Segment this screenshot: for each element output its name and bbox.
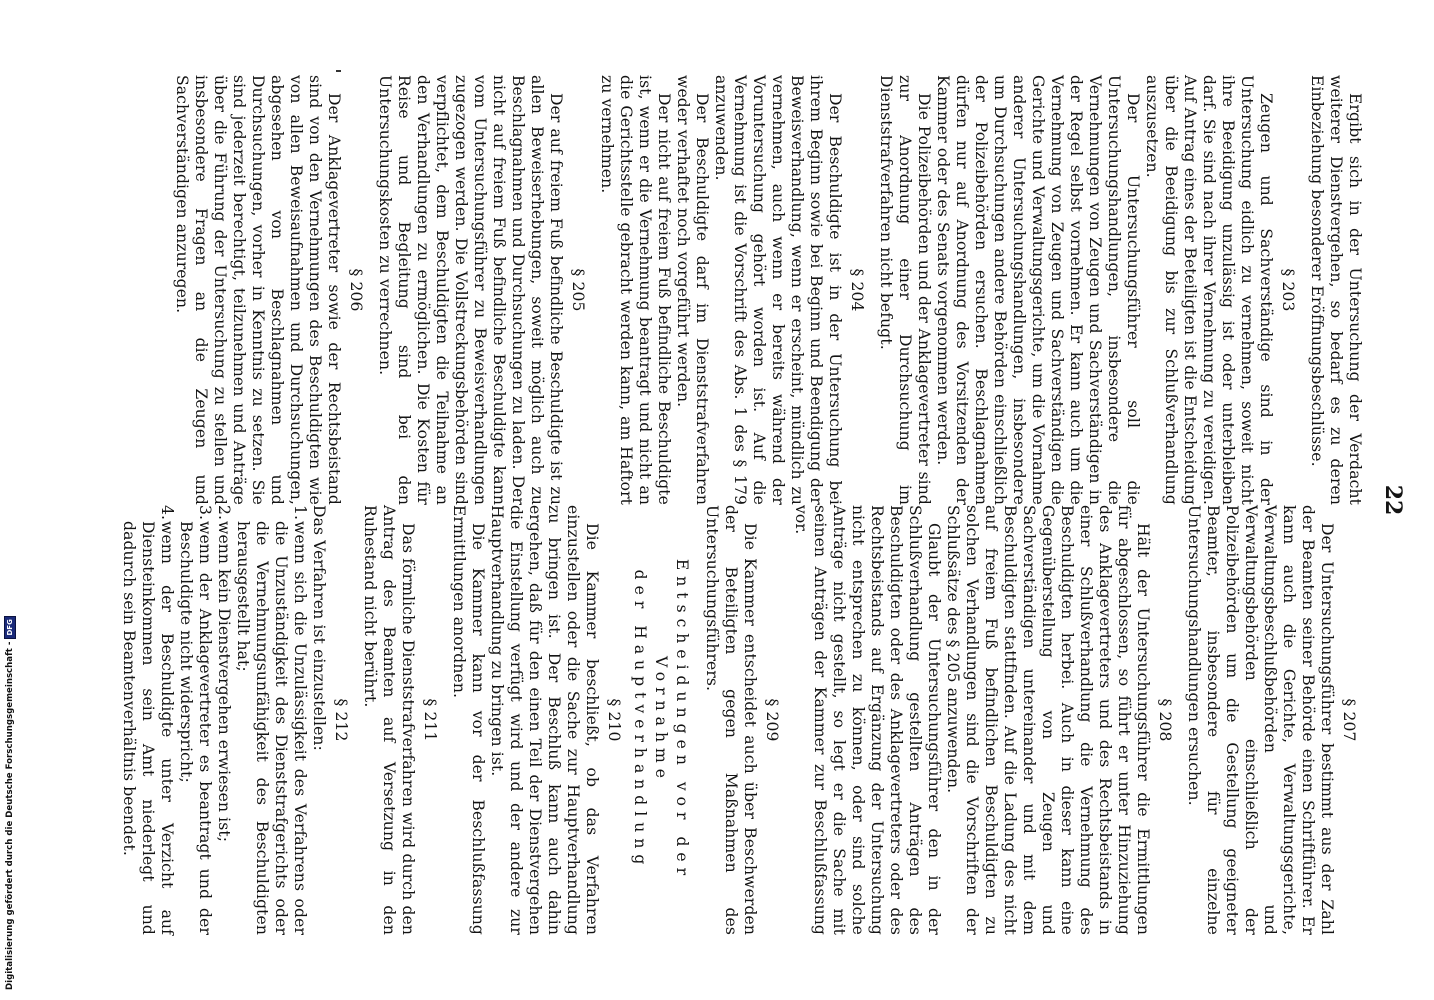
list-item-number: 3.: [196, 505, 214, 521]
section-205-heading: § 205: [569, 268, 587, 312]
section-202-text: Ergibt sich in der Untersuchung der Verdacht weiterer Dienstvergehen, so bedarf es zu deren Einbeziehung besonderer Eröffnungsbeschlüsse.: [1308, 75, 1364, 505]
section-209: [702, 505, 781, 935]
section-204: [597, 75, 866, 505]
list-item-number: 2.: [215, 505, 233, 521]
list-item: [214, 505, 233, 935]
section-203-paragraph-2: Der Untersuchungsführer soll die Untersuchungshandlungen, insbesondere die Vernehmungen von Zeugen und Sachverständigen in der Regel selbst vornehmen. Er kann auch um die Vernehmung von Zeugen und Sachverständigen die Gerichte und Verwaltungsgerichte, um die Vornahme anderer Untersuchungshandlungen, insbesondere um Durchsuchungen andere Behörden einschließlich der Polizeibehörden ersuchen. Beschlagnahmen dürfen nur auf Anordnung des Vorsitzenden der Kammer oder des Senats vorgenommen werden.: [934, 75, 1142, 505]
chapter-heading: [629, 505, 692, 935]
section-203: [876, 75, 1297, 505]
list-item: [176, 505, 214, 935]
section-208-heading: § 208: [1156, 698, 1174, 742]
left-column: [162, 75, 1364, 505]
list-item-number: 1.: [291, 505, 309, 521]
section-208-paragraph-1: Hält der Untersuchungsführer die Ermittlungen für abgeschlossen, so führt er unter Hinzuziehung des Anklagevertreters und des Rechtsbeistands in einer Schlußverhandlung die Vernehmung des Beschuldigten herbei. Auch in dieser kann eine Gegenüberstellung von Zeugen und Sachverständigen untereinander und mit dem Beschuldigten stattfinden. Auf die Ladung des nicht auf freiem Fuß befindlichen Beschuldigten zu solchen Verhandlungen sind die Vorschriften der Schlußsätze des § 205 anzuwenden.: [944, 505, 1152, 935]
section-212-heading: § 212: [332, 698, 350, 742]
chapter-heading-line-2: der Hauptverhandlung: [631, 569, 649, 871]
sponsor-note: [4, 590, 16, 990]
section-211-paragraph-1: Das förmliche Dienststrafverfahren wird durch den Antrag des Beamten auf Versetzung in den Ruhestand nicht berührt.: [361, 505, 417, 935]
section-212-list: [119, 505, 309, 935]
list-item-text: wenn sich die Unzulässigkeit des Verfahrens oder die Unzuständigkeit des Dienststrafgerichts oder die Vernehmungsunfähigkeit des Beschuldigten herausgestellt hat;: [234, 521, 309, 935]
section-210-heading: § 210: [605, 698, 623, 742]
list-item-text: wenn der Anklagevertreter es beantragt und der Beschuldigte nicht widerspricht;: [177, 521, 214, 935]
section-211-heading: § 211: [421, 698, 439, 742]
list-item: [233, 505, 309, 935]
list-item-text: wenn kein Dienstvergehen erwiesen ist;: [215, 521, 233, 843]
section-210: [449, 505, 623, 935]
section-203-heading: § 203: [1279, 268, 1297, 312]
section-205-paragraph-1: Der auf freiem Fuß befindliche Beschuldigte ist zu allen Beweiserhebungen, soweit möglich auch zu Beschlagnahmen und Durchsuchungen zu laden. Der nicht auf freiem Fuß befindliche Beschuldigte kann vom Untersuchungsführer zu Beweisverhandlungen zugezogen werden. Die Vollstreckungsbehörden sind verpflichtet, dem Beschuldigten die Teilnahme an den Verhandlungen zu ermöglichen. Die Kosten für Reise und Begleitung sind bei den Untersuchungskosten zu verrechnen.: [376, 75, 565, 505]
section-205: [375, 75, 587, 505]
section-203-paragraph-3: Die Polizeibehörden und der Anklagevertreter sind zur Anordnung einer Durchsuchung im Dienststrafverfahren nicht befugt.: [877, 75, 933, 505]
scan-speck: [336, 70, 341, 72]
dfg-logo-icon: DFG: [4, 616, 16, 638]
page-number: 22: [1380, 484, 1406, 516]
section-206: [172, 75, 365, 505]
section-204-paragraph-1: Der Beschuldigte ist in der Untersuchung bei ihrem Beginn sowie bei Beginn und Beendigung der Beweisverhandlung, wenn er erscheint, mündlich zu vernehmen, auch wenn er bereits während der Voruntersuchung gehört worden ist. Auf die Vernehmung ist die Vorschrift des Abs. 1 des § 179 anzuwenden.: [712, 75, 844, 505]
list-item-text: wenn der Beschuldigte unter Verzicht auf Diensteinkommen sein Amt niederlegt und dadurch sein Beamtenverhältnis beendet.: [120, 521, 176, 935]
chapter-heading-line-1: Entscheidungen vor der Vornahme: [652, 558, 691, 882]
section-202: [1307, 75, 1364, 505]
section-204-heading: § 204: [848, 268, 866, 312]
section-207-paragraph-1: Der Untersuchungsführer bestimmt aus der Zahl der Beamten seiner Behörde einen Schriftführer. Er kann auch die Gerichte, Verwaltungsgerichte, Verwaltungsbeschlußbehörden und Verwaltungsbehörden einschließlich der Polizeibehörden um die Gestellung geeigneter Beamter, insbesondere für einzelne Untersuchungshandlungen ersuchen.: [1185, 505, 1336, 935]
section-207-heading: § 207: [1340, 698, 1358, 742]
section-209-paragraph-1: Die Kammer entscheidet auch über Beschwerden der Beteiligten gegen Maßnahmen des Untersuchungsführers.: [703, 505, 759, 935]
section-204-paragraph-3: Der nicht auf freiem Fuß befindliche Beschuldigte ist, wenn er die Vernehmung beantragt und nicht an die Gerichtsstelle gebracht werden kann, am Haftort zu vernehmen.: [598, 75, 673, 505]
section-212-intro: Das Verfahren ist einzustellen:: [310, 505, 328, 751]
list-item-number: 4.: [158, 505, 176, 521]
section-208: [791, 505, 1174, 935]
section-203-paragraph-1: Zeugen und Sachverständige sind in der Untersuchung eidlich zu vernehmen, soweit nicht ihre Beeidigung unzulässig ist oder unterbleiben darf. Sie sind nach ihrer Vernehmung zu vereidigen. Auf Antrag eines der Beteiligten ist die Entscheidung über die Beeidigung bis zur Schlußverhandlung auszusetzen.: [1143, 75, 1275, 505]
section-207: [1184, 505, 1358, 935]
section-209-heading: § 209: [763, 698, 781, 742]
sponsor-text: Digitalisierung gefördert durch die Deutsche Forschungsgemeinschaft -: [5, 641, 15, 990]
section-210-paragraph-2: Die Kammer kann vor der Beschlußfassung Ermittlungen anordnen.: [450, 505, 487, 935]
section-208-paragraph-2: Glaubt der Untersuchungsführer den in der Schlußverhandlung gestellten Anträgen des Beschuldigten oder des Anklagevertreters oder des Rechtsbeistands auf Ergänzung der Untersuchung nicht entsprechen zu können, oder sind solche Anträge nicht gestellt, so legt er die Sache mit seinen Anträgen der Kammer zur Beschlußfassung vor.: [792, 505, 943, 935]
section-211: [360, 505, 439, 935]
right-column: [109, 505, 1364, 935]
section-210-paragraph-1: Die Kammer beschließt, ob das Verfahren einzustellen oder die Sache zur Hauptverhandlung zu bringen ist. Der Beschluß kann auch dahin ergehen, daß für den einen Teil der Dienstvergehen die Einstellung verfügt wird und der andere zur Hauptverhandlung zu bringen ist.: [488, 505, 601, 935]
section-206-heading: § 206: [347, 268, 365, 312]
section-204-paragraph-2: Der Beschuldigte darf im Dienststrafverfahren weder verhaftet noch vorgeführt werden.: [674, 75, 711, 505]
section-206-paragraph-1: Der Anklagevertreter sowie der Rechtsbeistand sind von den Vernehmungen des Beschuldigten wie von allen Beweisaufnahmen und Durchsuchungen, abgesehen von Beschlagnahmen und Durchsuchungen, vorher in Kenntnis zu setzen. Sie sind jederzeit berechtigt, teilzunehmen und Anträge über die Führung der Untersuchung zu stellen und insbesondere Fragen an die Zeugen und Sachverständigen anzuregen.: [173, 75, 343, 505]
section-212: [119, 505, 350, 935]
list-item: [119, 505, 176, 935]
